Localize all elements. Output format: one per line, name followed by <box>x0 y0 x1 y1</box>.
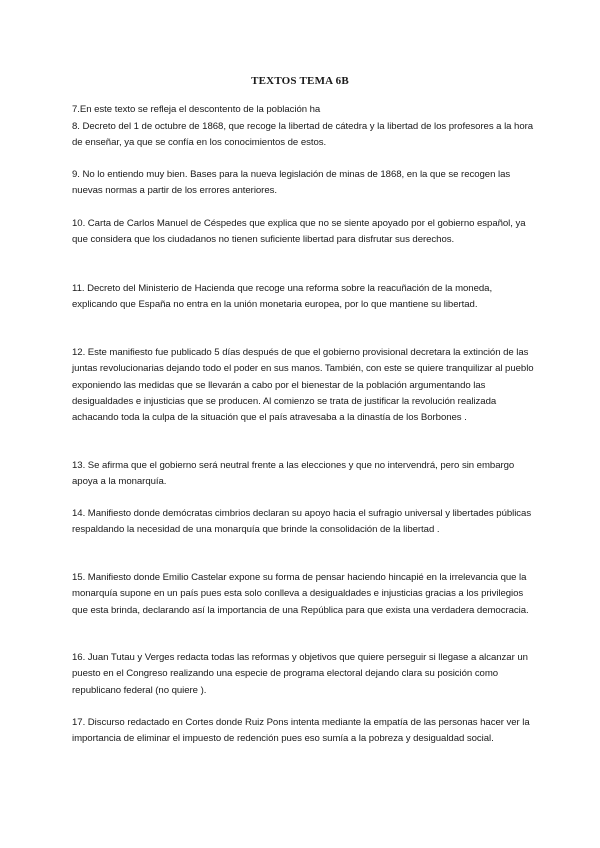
paragraph-13: 13. Se afirma que el gobierno será neutral frente a las elecciones y que no intervendrá, pero sin embargo apoya a la monarquía. <box>72 460 515 488</box>
paragraph-10: 10. Carta de Carlos Manuel de Céspedes que explica que no se siente apoyado por el gobierno español, ya que considera que los ciudadanos no tienen suficiente libertad para disfrutar sus derechos. <box>72 218 526 246</box>
paragraph-7: 7.En este texto se refleja el descontento de la población ha <box>72 104 321 115</box>
paragraph-16: 16. Juan Tutau y Verges redacta todas las reformas y objetivos que quiere perseguir si llegase a alcanzar un puesto en el Congreso realizando una especie de programa electoral dejando clara su posición como republicano federal (no quiere ). <box>72 652 528 696</box>
paragraph-11: 11. Decreto del Ministerio de Hacienda que recoge una reforma sobre la reacuñación de la moneda, explicando que España no entra en la unión monetaria europea, por lo que mantiene su libertad. <box>72 283 493 311</box>
paragraph-17: 17. Discurso redactado en Cortes donde Ruiz Pons intenta mediante la empatía de las personas hacer ver la importancia de eliminar el impuesto de redención pues eso sumía a la pobreza y desigualdad social. <box>72 717 530 745</box>
paragraph-15: 15. Manifiesto donde Emilio Castelar expone su forma de pensar haciendo hincapié en la irrelevancia que la monarquía supone en un país pues esta solo conlleva a desigualdades e injusticias gracias a los privilegios que esta brinda, declarando así la importancia de una República para que exista una verdadera democracia. <box>72 572 529 616</box>
paragraph-9: 9. No lo entiendo muy bien. Bases para la nueva legislación de minas de 1868, en la que se recogen las nuevas normas a partir de los errores anteriores. <box>72 169 511 197</box>
paragraph-8: 8. Decreto del 1 de octubre de 1868, que recoge la libertad de cátedra y la libertad de los profesores a la hora de enseñar, ya que se confía en los conocimientos de estos. <box>72 121 534 149</box>
document-title: TEXTOS TEMA 6B <box>251 75 349 87</box>
paragraph-12: 12. Este manifiesto fue publicado 5 días después de que el gobierno provisional decretara la extinción de las juntas revolucionarias dejando todo el poder en sus manos. También, con este se quiere tranquilizar al pueblo exponiendo las medidas que se llevarán a cabo por el bienestar de la población argumentando las desigualdades e injusticias que se producen. Al comienzo se trata de justificar la revolución realizada achacando toda la culpa de la situación que el país atravesaba a la dinastía de los Borbones . <box>72 347 534 424</box>
paragraph-14: 14. Manifiesto donde demócratas cimbrios declaran su apoyo hacia el sufragio universal y libertades públicas respaldando la necesidad de una monarquía que brinde la consolidación de la libertad . <box>72 508 532 536</box>
